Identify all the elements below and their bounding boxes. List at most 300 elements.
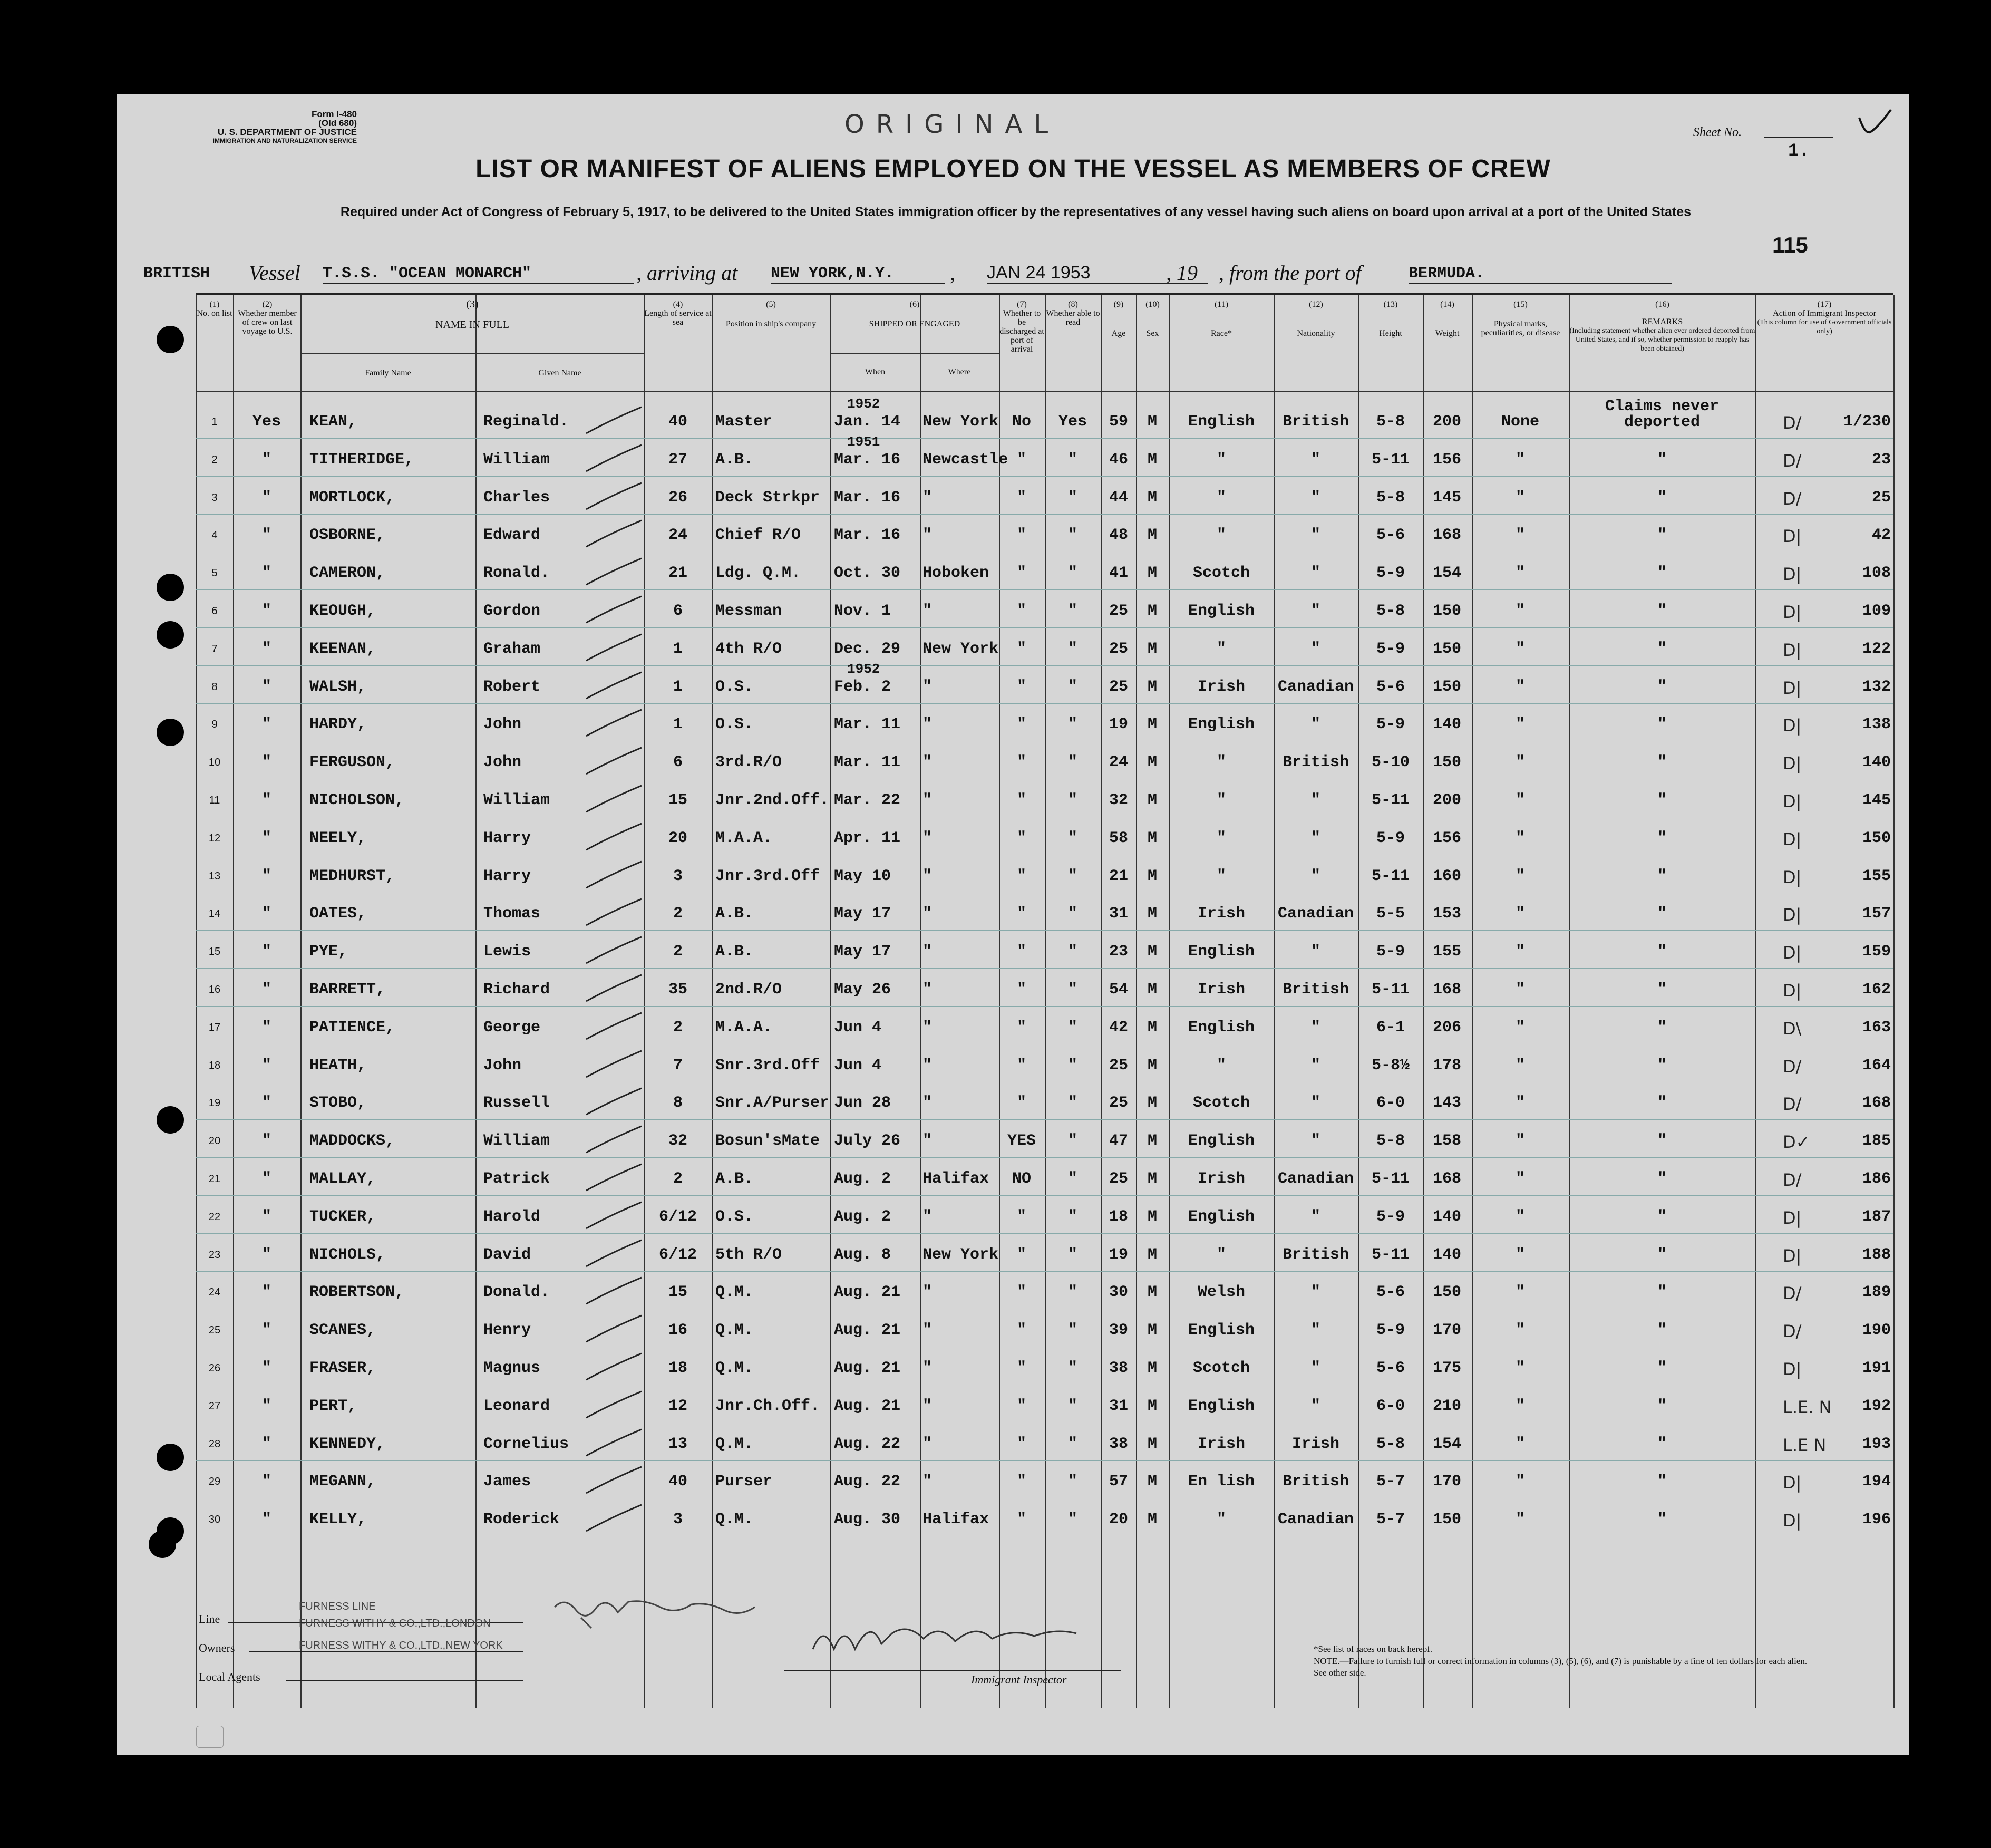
given-name: John — [483, 715, 522, 734]
reference-number: 189 — [1862, 1283, 1891, 1302]
reference-number: 191 — [1862, 1359, 1891, 1377]
able-to-read: " — [1067, 829, 1077, 847]
length-of-service: 20 — [668, 829, 687, 847]
physical-marks: " — [1515, 943, 1525, 961]
remarks: " — [1657, 905, 1667, 923]
inspector-action: D/ — [1783, 1283, 1802, 1304]
penalty-note: NOTE.—Failure to furnish full or correct information in columns (3), (5), (6), and (7) is punishable by a fine of ten dollars for each alien. See other side. — [1314, 1656, 1808, 1678]
length-of-service: 18 — [668, 1359, 687, 1377]
owners-value-new-york: FURNESS WITHY & CO.,LTD.,NEW YORK — [299, 1640, 503, 1651]
height: 5-11 — [1371, 1245, 1410, 1264]
row-number: 6 — [211, 605, 218, 617]
discharged: " — [1016, 905, 1026, 923]
weight: 140 — [1432, 715, 1461, 734]
race: " — [1216, 1245, 1226, 1264]
discharged: " — [1016, 564, 1026, 583]
nationality: British — [1282, 981, 1349, 999]
position: Q.M. — [715, 1435, 754, 1453]
race: " — [1216, 450, 1226, 469]
age: 31 — [1109, 905, 1128, 923]
family-name: HEATH, — [309, 1056, 367, 1075]
position: A.B. — [715, 943, 754, 961]
remarks: " — [1657, 1435, 1667, 1453]
row-divider — [196, 514, 1893, 515]
pen-tick-mark — [584, 707, 647, 739]
family-name: SCANES, — [309, 1321, 376, 1340]
shipped-where: New York — [922, 640, 999, 658]
physical-marks: " — [1515, 526, 1525, 545]
inspector-action: D| — [1783, 526, 1802, 547]
family-name: MEGANN, — [309, 1473, 376, 1491]
shipped-when: Jun 28 — [834, 1094, 891, 1112]
inspector-action: D| — [1783, 1359, 1802, 1379]
crew-last-voyage: Yes — [252, 413, 281, 431]
age: 30 — [1109, 1283, 1128, 1302]
pen-tick-mark — [584, 1162, 647, 1193]
position: Chief R/O — [715, 526, 801, 545]
col-1-header: (1) No. on list — [197, 300, 232, 318]
pen-tick-mark — [584, 1124, 647, 1155]
crew-last-voyage: " — [261, 1359, 271, 1377]
nationality: Canadian — [1277, 905, 1354, 923]
row-divider — [196, 1233, 1893, 1234]
sex: M — [1147, 1321, 1157, 1340]
physical-marks: " — [1515, 640, 1525, 658]
crew-last-voyage: " — [261, 1170, 271, 1188]
sex: M — [1147, 981, 1157, 999]
nationality: " — [1310, 564, 1320, 583]
punch-hole — [157, 326, 184, 353]
shipped-where: " — [922, 1018, 933, 1037]
able-to-read: " — [1067, 715, 1077, 734]
discharged: NO — [1012, 1170, 1031, 1188]
reference-number: 150 — [1862, 829, 1891, 847]
age: 18 — [1109, 1207, 1128, 1226]
weight: 154 — [1432, 1435, 1461, 1453]
height: 5-11 — [1371, 791, 1410, 809]
shipped-when: Mar. 11 — [834, 715, 901, 734]
remarks: " — [1657, 640, 1667, 658]
weight: 210 — [1432, 1397, 1461, 1415]
given-name: Donald. — [483, 1283, 550, 1302]
inspector-action: D✓ — [1783, 1132, 1810, 1153]
row-number: 18 — [208, 1059, 221, 1071]
length-of-service: 2 — [673, 1018, 683, 1037]
age: 47 — [1109, 1132, 1128, 1150]
shipped-where: " — [922, 867, 933, 885]
race: " — [1216, 867, 1226, 885]
family-name: NICHOLS, — [309, 1245, 386, 1264]
physical-marks: " — [1515, 1056, 1525, 1075]
discharged: " — [1016, 1094, 1026, 1112]
position: Snr.3rd.Off — [715, 1056, 820, 1075]
remarks: " — [1657, 1170, 1667, 1188]
shipped-when: Dec. 29 — [834, 640, 901, 658]
length-of-service: 40 — [668, 413, 687, 431]
able-to-read: " — [1067, 943, 1077, 961]
height: 5-11 — [1371, 867, 1410, 885]
given-name: Harry — [483, 829, 531, 847]
family-name: NEELY, — [309, 829, 367, 847]
inspector-signature — [802, 1612, 1119, 1665]
physical-marks: " — [1515, 602, 1525, 620]
when-header: When — [865, 367, 886, 376]
crew-last-voyage: " — [261, 905, 271, 923]
position: O.S. — [715, 678, 754, 696]
remarks: " — [1657, 753, 1667, 772]
sex: M — [1147, 1397, 1157, 1415]
discharged: " — [1016, 1397, 1026, 1415]
shipped-where: " — [922, 791, 933, 809]
length-of-service: 6 — [673, 602, 683, 620]
nationality: " — [1310, 1397, 1320, 1415]
sheet-line — [1764, 137, 1833, 138]
col-4-header: (4) Length of service at sea — [644, 300, 712, 327]
inspector-action: D| — [1783, 602, 1802, 622]
given-name: Gordon — [483, 602, 541, 620]
reference-number: 187 — [1862, 1207, 1891, 1226]
shipped-where: " — [922, 1397, 933, 1415]
weight: 175 — [1432, 1359, 1461, 1377]
reference-number: 162 — [1862, 981, 1891, 999]
position: A.B. — [715, 450, 754, 469]
sex: M — [1147, 943, 1157, 961]
given-name: Henry — [483, 1321, 531, 1340]
given-name: Magnus — [483, 1359, 541, 1377]
discharged: " — [1016, 715, 1026, 734]
nationality: " — [1310, 867, 1320, 885]
remarks: " — [1657, 564, 1667, 583]
inspector-action: D| — [1783, 1245, 1802, 1266]
reference-number: 42 — [1871, 526, 1891, 545]
shipped-when: Mar. 22 — [834, 791, 901, 809]
length-of-service: 3 — [673, 1511, 683, 1529]
able-to-read: " — [1067, 1207, 1077, 1226]
sex: M — [1147, 1094, 1157, 1112]
inspector-action: D| — [1783, 640, 1802, 660]
age: 38 — [1109, 1359, 1128, 1377]
position: Q.M. — [715, 1359, 754, 1377]
shipped-when: Aug. 30 — [834, 1511, 901, 1529]
crew-manifest-table — [196, 293, 1893, 1718]
remarks: Claims never deported — [1605, 398, 1720, 431]
length-of-service: 1 — [673, 640, 683, 658]
reference-number: 159 — [1862, 943, 1891, 961]
age: 42 — [1109, 1018, 1128, 1037]
physical-marks: " — [1515, 981, 1525, 999]
discharged: " — [1016, 1321, 1026, 1340]
able-to-read: " — [1067, 1321, 1077, 1340]
weight: 158 — [1432, 1132, 1461, 1150]
row-number: 28 — [208, 1438, 221, 1450]
physical-marks: " — [1515, 488, 1525, 507]
length-of-service: 15 — [668, 1283, 687, 1302]
race: Welsh — [1197, 1283, 1245, 1302]
shipped-where: " — [922, 981, 933, 999]
able-to-read: " — [1067, 1094, 1077, 1112]
remarks: " — [1657, 1207, 1667, 1226]
races-note: *See list of races on back hereof. — [1314, 1644, 1433, 1654]
col-7-header: (7) Whether to be discharged at port of arrival — [999, 300, 1044, 354]
able-to-read: " — [1067, 1511, 1077, 1529]
able-to-read: " — [1067, 564, 1077, 583]
crew-last-voyage: " — [261, 1094, 271, 1112]
reference-number: 108 — [1862, 564, 1891, 583]
race: English — [1188, 943, 1255, 961]
position: 5th R/O — [715, 1245, 782, 1264]
punch-hole — [157, 1106, 184, 1134]
discharged: " — [1016, 1245, 1026, 1264]
able-to-read: " — [1067, 1397, 1077, 1415]
physical-marks: " — [1515, 753, 1525, 772]
family-name: MEDHURST, — [309, 867, 395, 885]
sex: M — [1147, 1473, 1157, 1491]
able-to-read: " — [1067, 450, 1077, 469]
able-to-read: " — [1067, 1056, 1077, 1075]
length-of-service: 21 — [668, 564, 687, 583]
remarks: " — [1657, 715, 1667, 734]
weight: 140 — [1432, 1245, 1461, 1264]
position: Q.M. — [715, 1511, 754, 1529]
sex: M — [1147, 1283, 1157, 1302]
weight: 206 — [1432, 1018, 1461, 1037]
reference-number: 193 — [1862, 1435, 1891, 1453]
year-mark: 1951 — [847, 433, 880, 450]
remarks: " — [1657, 1132, 1667, 1150]
arrival-port: NEW YORK,N.Y. — [771, 265, 945, 284]
inspector-action: D/ — [1783, 1094, 1802, 1115]
row-number: 17 — [208, 1021, 221, 1033]
discharged: YES — [1007, 1132, 1036, 1150]
nationality: " — [1310, 1018, 1320, 1037]
position: Snr.A/Purser — [715, 1094, 830, 1112]
shipped-where: New York — [922, 413, 999, 431]
position: Purser — [715, 1473, 773, 1491]
able-to-read: " — [1067, 1132, 1077, 1150]
discharged: " — [1016, 1283, 1026, 1302]
height: 5-9 — [1376, 564, 1405, 583]
year-mark: 1952 — [847, 661, 880, 677]
reference-number: 140 — [1862, 753, 1891, 772]
discharged: " — [1016, 1018, 1026, 1037]
pen-tick-mark — [584, 859, 647, 891]
given-name: Charles — [483, 488, 550, 507]
remarks: " — [1657, 1283, 1667, 1302]
reference-number: 190 — [1862, 1321, 1891, 1340]
given-name: Harold — [483, 1207, 541, 1226]
length-of-service: 1 — [673, 678, 683, 696]
length-of-service: 16 — [668, 1321, 687, 1340]
family-name: KEAN, — [309, 413, 357, 431]
family-name: FRASER, — [309, 1359, 376, 1377]
row-number: 23 — [208, 1249, 221, 1261]
family-name: PYE, — [309, 943, 348, 961]
age: 25 — [1109, 1056, 1128, 1075]
able-to-read: " — [1067, 602, 1077, 620]
age: 20 — [1109, 1511, 1128, 1529]
race: Irish — [1197, 905, 1245, 923]
family-name: STOBO, — [309, 1094, 367, 1112]
able-to-read: " — [1067, 867, 1077, 885]
inspector-action: D| — [1783, 1473, 1802, 1493]
family-name: BARRETT, — [309, 981, 386, 999]
sheet-label: Sheet No. — [1693, 125, 1742, 139]
discharged: " — [1016, 526, 1026, 545]
vessel-line: BRITISH Vessel T.S.S. "OCEAN MONARCH" , arriving at NEW YORK,N.Y. , JAN 24 1953 , 19 , from the port of BERMUDA. — [143, 260, 1725, 287]
inspector-action: D| — [1783, 753, 1802, 774]
crew-last-voyage: " — [261, 1132, 271, 1150]
nationality: " — [1310, 1207, 1320, 1226]
weight: 156 — [1432, 829, 1461, 847]
shipped-where: New York — [922, 1245, 999, 1264]
weight: 160 — [1432, 867, 1461, 885]
age: 25 — [1109, 602, 1128, 620]
shipped-when: Mar. 16 — [834, 488, 901, 507]
remarks: " — [1657, 1056, 1667, 1075]
age: 44 — [1109, 488, 1128, 507]
height: 6-0 — [1376, 1397, 1405, 1415]
nationality: " — [1310, 829, 1320, 847]
family-name: KEOUGH, — [309, 602, 376, 620]
length-of-service: 32 — [668, 1132, 687, 1150]
pen-tick-mark — [584, 480, 647, 512]
nationality: " — [1310, 1283, 1320, 1302]
age: 31 — [1109, 1397, 1128, 1415]
col-11-header: (11) Race* — [1211, 300, 1232, 338]
punch-hole — [149, 1531, 176, 1558]
shipped-when: Aug. 21 — [834, 1359, 901, 1377]
shipped-when: Mar. 16 — [834, 450, 901, 469]
weight: 140 — [1432, 1207, 1461, 1226]
given-name: Reginald. — [483, 413, 569, 431]
age: 25 — [1109, 678, 1128, 696]
family-name: HARDY, — [309, 715, 367, 734]
shipped-where: " — [922, 602, 933, 620]
inspector-action: D| — [1783, 981, 1802, 1001]
shipped-where: " — [922, 1473, 933, 1491]
nationality: Canadian — [1277, 1170, 1354, 1188]
row-number: 21 — [208, 1173, 221, 1185]
row-divider — [196, 968, 1893, 969]
col-6-header: (6) SHIPPED OR ENGAGED — [869, 300, 960, 328]
height: 5-9 — [1376, 1207, 1405, 1226]
age: 38 — [1109, 1435, 1128, 1453]
length-of-service: 8 — [673, 1094, 683, 1112]
physical-marks: " — [1515, 1283, 1525, 1302]
family-name: OATES, — [309, 905, 367, 923]
discharged: " — [1016, 981, 1026, 999]
shipped-where: Hoboken — [922, 564, 989, 583]
discharged: No — [1012, 413, 1031, 431]
sex: M — [1147, 715, 1157, 734]
row-number: 9 — [211, 719, 218, 731]
pen-tick-mark — [584, 972, 647, 1004]
sex: M — [1147, 1207, 1157, 1226]
height: 5-6 — [1376, 1283, 1405, 1302]
discharged: " — [1016, 602, 1026, 620]
shipped-where: " — [922, 1283, 933, 1302]
reference-number: 168 — [1862, 1094, 1891, 1112]
age: 58 — [1109, 829, 1128, 847]
shipped-when: Mar. 11 — [834, 753, 901, 772]
nationality: British — [1282, 1245, 1349, 1264]
from-label: , from the port of — [1219, 261, 1362, 285]
inspector-action: D/ — [1783, 1056, 1802, 1077]
crew-last-voyage: " — [261, 1511, 271, 1529]
nationality: Irish — [1291, 1435, 1339, 1453]
position: 2nd.R/O — [715, 981, 782, 999]
shipped-where: " — [922, 943, 933, 961]
shipped-when: Aug. 21 — [834, 1283, 901, 1302]
given-name: William — [483, 791, 550, 809]
owners-value-london: FURNESS WITHY & CO.,LTD.,LONDON — [299, 1618, 491, 1629]
discharged: " — [1016, 829, 1026, 847]
col-16-header: (16) REMARKS (Including statement whether alien ever ordered deported from United States, and if so, whether permission to reapply has been obtained) — [1569, 300, 1755, 353]
physical-marks: " — [1515, 1018, 1525, 1037]
shipped-where: " — [922, 1094, 933, 1112]
age: 24 — [1109, 753, 1128, 772]
height: 5-6 — [1376, 678, 1405, 696]
row-number: 10 — [208, 757, 221, 769]
sex: M — [1147, 1359, 1157, 1377]
col-9-header: (9) Age — [1111, 300, 1126, 338]
height: 5-5 — [1376, 905, 1405, 923]
agent-signature — [549, 1586, 760, 1633]
physical-marks: " — [1515, 715, 1525, 734]
able-to-read: " — [1067, 1359, 1077, 1377]
crew-last-voyage: " — [261, 602, 271, 620]
race: English — [1188, 1321, 1255, 1340]
given-name: Lewis — [483, 943, 531, 961]
printer-mark — [196, 1726, 224, 1748]
col-17-header: (17) Action of Immigrant Inspector (This column for use of Government officials only) — [1757, 300, 1892, 335]
row-number: 2 — [211, 453, 218, 466]
physical-marks: " — [1515, 564, 1525, 583]
nationality: " — [1310, 602, 1320, 620]
reference-number: 23 — [1871, 450, 1891, 469]
weight: 150 — [1432, 678, 1461, 696]
weight: 150 — [1432, 602, 1461, 620]
height: 5-7 — [1376, 1511, 1405, 1529]
length-of-service: 6/12 — [658, 1207, 697, 1226]
shipped-where: " — [922, 753, 933, 772]
discharged: " — [1016, 678, 1026, 696]
shipped-where: " — [922, 678, 933, 696]
discharged: " — [1016, 1207, 1026, 1226]
age: 59 — [1109, 413, 1128, 431]
vessel-nationality: BRITISH — [143, 265, 210, 283]
inspector-action: D| — [1783, 905, 1802, 925]
age: 32 — [1109, 791, 1128, 809]
age: 19 — [1109, 1245, 1128, 1264]
position: Deck Strkpr — [715, 488, 820, 507]
pen-tick-mark — [584, 1427, 647, 1458]
position: A.B. — [715, 1170, 754, 1188]
inspector-action: D/ — [1783, 1321, 1802, 1342]
reference-number: 132 — [1862, 678, 1891, 696]
line-label: Line — [199, 1612, 220, 1626]
crew-last-voyage: " — [261, 564, 271, 583]
given-name: Richard — [483, 981, 550, 999]
age: 25 — [1109, 1170, 1128, 1188]
given-name: Thomas — [483, 905, 541, 923]
sex: M — [1147, 867, 1157, 885]
given-name: James — [483, 1473, 531, 1491]
height: 5-8½ — [1371, 1056, 1410, 1075]
shipped-where: " — [922, 829, 933, 847]
crew-last-voyage: " — [261, 1435, 271, 1453]
sex: M — [1147, 602, 1157, 620]
